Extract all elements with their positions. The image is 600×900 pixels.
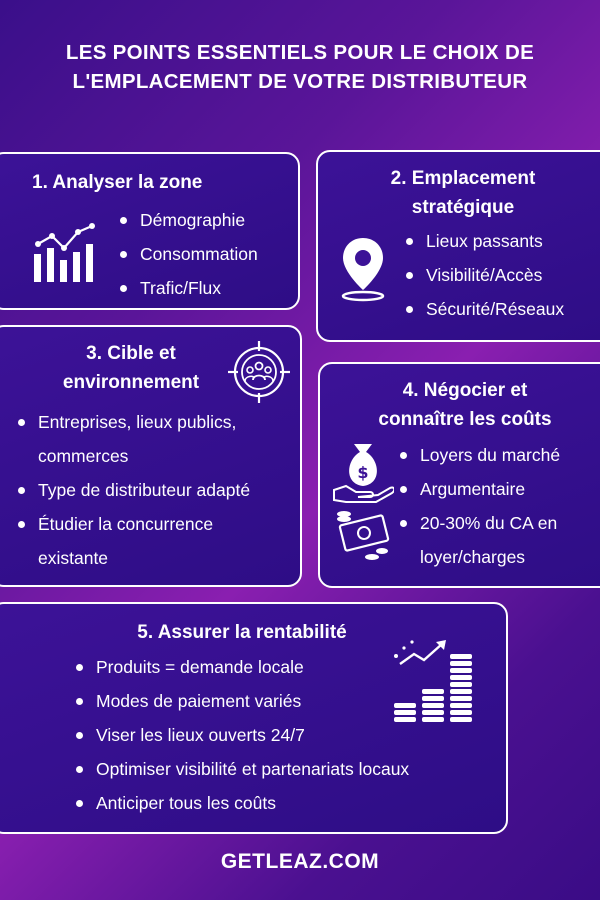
bar-chart-icon (34, 222, 100, 284)
card-title-line1: 2. Emplacement (390, 168, 536, 189)
list-item: Anticiper tous les coûts (74, 786, 409, 820)
card-emplacement-strategique (316, 150, 600, 342)
card-title-line2: connaître les coûts (378, 409, 552, 430)
list-item-continuation: loyer/charges (420, 547, 526, 567)
list (16, 405, 250, 575)
card-cible-environnement (0, 325, 302, 587)
list (118, 203, 258, 305)
card-assurer-rentabilite (0, 602, 508, 834)
list-item: Trafic/Flux (118, 271, 258, 305)
card-title-line1: 4. Négocier et (402, 380, 528, 401)
list-item: Argumentaire (398, 472, 560, 506)
list-item-continuation: commerces (38, 446, 129, 466)
list-item-continuation: existante (38, 548, 109, 568)
list-item: Lieux passants (404, 224, 564, 258)
list-item: Loyers du marché (398, 438, 560, 472)
card-title: 5. Assurer la rentabilité (137, 622, 347, 643)
footer-site-link[interactable]: GETLEAZ.COM (220, 850, 380, 873)
list-item: Démographie (118, 203, 258, 237)
list-item: Optimiser visibilité et partenariats locaux (74, 752, 409, 786)
target-audience-icon (226, 339, 292, 405)
list (74, 650, 409, 820)
list-item: Étudier la concurrence (16, 507, 250, 541)
page-title: LES POINTS ESSENTIELS POUR LE CHOIX DE L'EMPLACEMENT DE VOTRE DISTRIBUTEUR (65, 41, 535, 93)
list-item: Consommation (118, 237, 258, 271)
list-item: 20-30% du CA en (398, 506, 560, 540)
card-title: 1. Analyser la zone (32, 172, 203, 193)
list-item: Visibilité/Accès (404, 258, 564, 292)
list-item: Produits = demande locale (74, 650, 409, 684)
location-pin-icon (340, 236, 386, 302)
list-item: Type de distributeur adapté (16, 473, 250, 507)
list-item: Entreprises, lieux publics, (16, 405, 250, 439)
svg-text:$: $ (357, 463, 369, 482)
list (398, 438, 560, 574)
card-negocier-couts (318, 362, 600, 588)
list-item: Viser les lieux ouverts 24/7 (74, 718, 409, 752)
list-item: Sécurité/Réseaux (404, 292, 564, 326)
card-title-line1: 3. Cible et (86, 343, 176, 364)
card-analyser-zone (0, 152, 300, 310)
list-item: Modes de paiement variés (74, 684, 409, 718)
card-title-line2: environnement (62, 372, 200, 393)
card-title-line2: stratégique (411, 197, 515, 218)
money-hand-icon (332, 440, 394, 564)
list (404, 224, 564, 326)
